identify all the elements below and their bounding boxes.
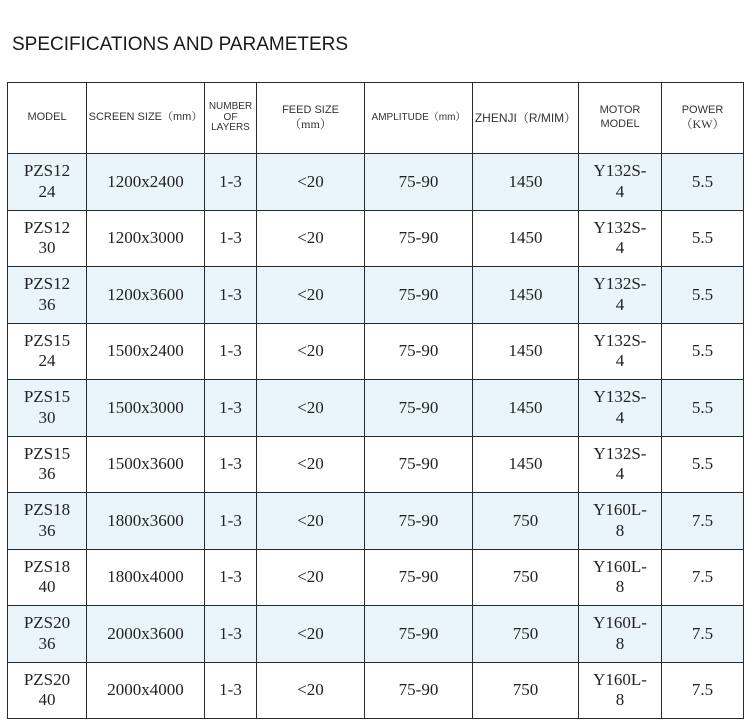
cell-zhenji: 750 <box>473 549 579 606</box>
cell-screen-size: 2000x3600 <box>87 606 205 663</box>
table-row <box>8 267 744 324</box>
cell-amplitude: 75-90 <box>365 606 473 663</box>
cell-zhenji: 1450 <box>473 154 579 211</box>
cell-power: 5.5 <box>662 210 744 267</box>
header-model: MODEL <box>8 83 87 154</box>
cell-feed-size: <20 <box>257 323 365 380</box>
cell-zhenji: 1450 <box>473 380 579 437</box>
cell-motor-model: Y160L- 8 <box>579 662 662 719</box>
specifications-table <box>7 82 744 719</box>
cell-feed-size: <20 <box>257 606 365 663</box>
cell-layers: 1-3 <box>205 662 257 719</box>
header-motor-model: MOTOR MODEL <box>579 83 662 154</box>
header-power: POWER （KW） <box>662 83 744 154</box>
cell-layers: 1-3 <box>205 267 257 324</box>
table-row <box>8 323 744 380</box>
cell-screen-size: 1800x4000 <box>87 549 205 606</box>
cell-zhenji: 1450 <box>473 436 579 493</box>
cell-layers: 1-3 <box>205 549 257 606</box>
cell-motor-model: Y132S- 4 <box>579 154 662 211</box>
cell-model: PZS20 40 <box>8 662 87 719</box>
cell-power: 5.5 <box>662 436 744 493</box>
cell-motor-model: Y132S- 4 <box>579 210 662 267</box>
cell-model: PZS12 36 <box>8 267 87 324</box>
header-zhenji: ZHENJI（R/MIM） <box>473 83 579 154</box>
cell-layers: 1-3 <box>205 493 257 550</box>
cell-power: 7.5 <box>662 493 744 550</box>
cell-zhenji: 1450 <box>473 323 579 380</box>
cell-zhenji: 750 <box>473 606 579 663</box>
cell-motor-model: Y132S- 4 <box>579 267 662 324</box>
cell-model: PZS20 36 <box>8 606 87 663</box>
cell-power: 7.5 <box>662 662 744 719</box>
cell-feed-size: <20 <box>257 210 365 267</box>
header-feed-size: FEED SIZE （mm） <box>257 83 365 154</box>
cell-feed-size: <20 <box>257 549 365 606</box>
cell-feed-size: <20 <box>257 267 365 324</box>
cell-screen-size: 1500x2400 <box>87 323 205 380</box>
cell-layers: 1-3 <box>205 323 257 380</box>
cell-power: 5.5 <box>662 380 744 437</box>
cell-screen-size: 1200x2400 <box>87 154 205 211</box>
cell-power: 5.5 <box>662 154 744 211</box>
table-row <box>8 493 744 550</box>
cell-amplitude: 75-90 <box>365 493 473 550</box>
cell-layers: 1-3 <box>205 436 257 493</box>
cell-power: 7.5 <box>662 549 744 606</box>
cell-feed-size: <20 <box>257 493 365 550</box>
cell-motor-model: Y132S- 4 <box>579 380 662 437</box>
cell-power: 5.5 <box>662 267 744 324</box>
cell-amplitude: 75-90 <box>365 154 473 211</box>
cell-power: 5.5 <box>662 323 744 380</box>
cell-motor-model: Y132S- 4 <box>579 323 662 380</box>
cell-motor-model: Y132S- 4 <box>579 436 662 493</box>
cell-feed-size: <20 <box>257 662 365 719</box>
table-row <box>8 436 744 493</box>
table-row <box>8 380 744 437</box>
table-row <box>8 662 744 719</box>
table-body <box>8 154 744 719</box>
cell-model: PZS12 30 <box>8 210 87 267</box>
cell-feed-size: <20 <box>257 436 365 493</box>
header-screen-size: SCREEN SIZE（mm） <box>87 83 205 154</box>
cell-zhenji: 750 <box>473 493 579 550</box>
cell-screen-size: 1500x3000 <box>87 380 205 437</box>
header-amplitude: AMPLITUDE（mm） <box>365 83 473 154</box>
cell-model: PZS15 24 <box>8 323 87 380</box>
header-number-of-layers: NUMBER OF LAYERS <box>205 83 257 154</box>
cell-amplitude: 75-90 <box>365 380 473 437</box>
table-row <box>8 549 744 606</box>
cell-motor-model: Y160L- 8 <box>579 606 662 663</box>
cell-feed-size: <20 <box>257 154 365 211</box>
cell-amplitude: 75-90 <box>365 662 473 719</box>
table-row <box>8 210 744 267</box>
cell-zhenji: 1450 <box>473 267 579 324</box>
cell-feed-size: <20 <box>257 380 365 437</box>
page-title: SPECIFICATIONS AND PARAMETERS <box>12 34 349 55</box>
cell-model: PZS15 30 <box>8 380 87 437</box>
cell-screen-size: 1800x3600 <box>87 493 205 550</box>
cell-model: PZS18 36 <box>8 493 87 550</box>
cell-power: 7.5 <box>662 606 744 663</box>
cell-zhenji: 1450 <box>473 210 579 267</box>
cell-amplitude: 75-90 <box>365 549 473 606</box>
cell-motor-model: Y160L- 8 <box>579 493 662 550</box>
table-row <box>8 606 744 663</box>
table-row <box>8 154 744 211</box>
cell-screen-size: 1200x3600 <box>87 267 205 324</box>
cell-amplitude: 75-90 <box>365 436 473 493</box>
cell-layers: 1-3 <box>205 380 257 437</box>
cell-screen-size: 1200x3000 <box>87 210 205 267</box>
cell-screen-size: 2000x4000 <box>87 662 205 719</box>
cell-motor-model: Y160L- 8 <box>579 549 662 606</box>
cell-model: PZS15 36 <box>8 436 87 493</box>
cell-amplitude: 75-90 <box>365 210 473 267</box>
cell-layers: 1-3 <box>205 154 257 211</box>
cell-zhenji: 750 <box>473 662 579 719</box>
cell-layers: 1-3 <box>205 210 257 267</box>
cell-screen-size: 1500x3600 <box>87 436 205 493</box>
cell-model: PZS12 24 <box>8 154 87 211</box>
cell-amplitude: 75-90 <box>365 323 473 380</box>
cell-layers: 1-3 <box>205 606 257 663</box>
table-header-row <box>8 83 744 154</box>
cell-amplitude: 75-90 <box>365 267 473 324</box>
cell-model: PZS18 40 <box>8 549 87 606</box>
